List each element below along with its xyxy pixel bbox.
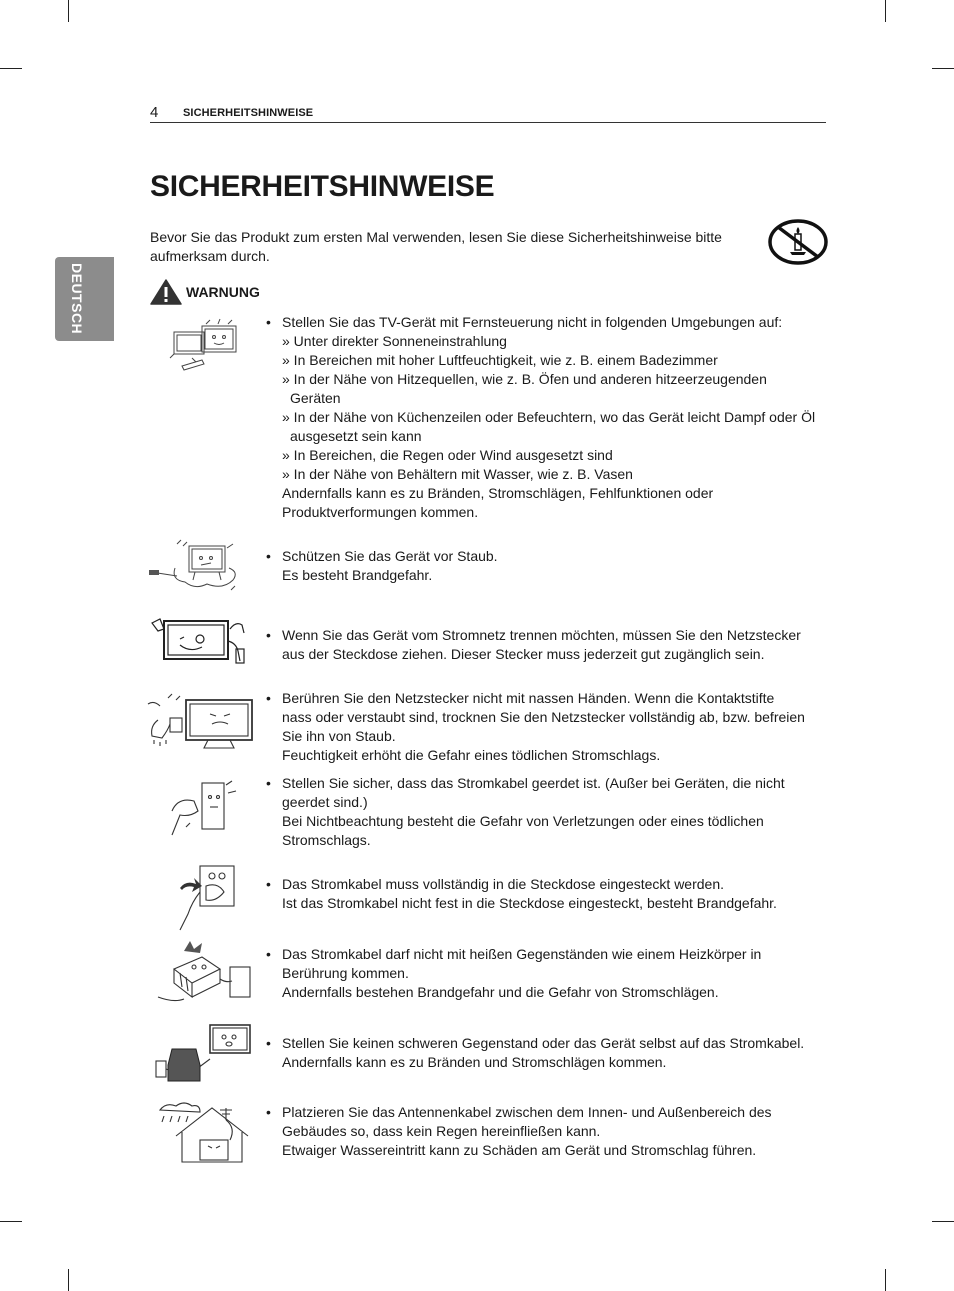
item-text: Andernfalls bestehen Brandgefahr und die Gefahr von Stromschlägen. <box>282 984 719 1000</box>
item-subpoint: Geräten <box>290 390 341 406</box>
dusty-tv-illustration <box>147 538 239 596</box>
item-text: Gebäudes so, dass kein Regen hereinfließen kann. <box>282 1123 601 1139</box>
item-subpoint: » In der Nähe von Hitzequellen, wie z. B. Öfen und anderen hitzeerzeugenden <box>282 371 767 387</box>
item-text: Stellen Sie das TV-Gerät mit Fernsteuerung nicht in folgenden Umgebungen auf: <box>282 314 783 330</box>
item-subpoint: » In der Nähe von Behältern mit Wasser, wie z. B. Vasen <box>282 466 633 482</box>
item-text: Bei Nichtbeachtung besteht die Gefahr von Verletzungen oder eines tödlichen <box>282 813 764 829</box>
crop-mark <box>932 1221 954 1222</box>
item-text: geerdet sind.) <box>282 794 368 810</box>
no-candle-icon <box>768 219 828 265</box>
page-title: SICHERHEITSHINWEISE <box>150 170 495 203</box>
heavy-object-cable-illustration <box>154 1019 254 1087</box>
bullet: • <box>266 876 271 892</box>
grounded-plug-illustration <box>166 777 240 841</box>
language-tab-label: DEUTSCH <box>69 263 85 335</box>
tv-sun-humidity-illustration <box>162 318 244 378</box>
crop-mark <box>932 68 954 69</box>
item-text: Platzieren Sie das Antennenkabel zwischen dem Innen- und Außenbereich des <box>282 1104 772 1120</box>
item-subpoint: » In der Nähe von Küchenzeilen oder Befeuchtern, wo das Gerät leicht Dampf oder Öl <box>282 409 816 425</box>
safety-item <box>266 774 826 850</box>
page-header <box>150 104 826 123</box>
item-subpoint: » Unter direkter Sonneneinstrahlung <box>282 333 507 349</box>
item-text: Stromschlags. <box>282 832 371 848</box>
hot-object-cable-illustration <box>154 939 254 1009</box>
safety-item <box>266 626 826 664</box>
page-number: 4 <box>150 104 159 121</box>
item-text: Wenn Sie das Gerät vom Stromnetz trennen möchten, müssen Sie den Netzstecker <box>282 627 801 643</box>
safety-item <box>266 875 826 913</box>
item-text: Es besteht Brandgefahr. <box>282 567 433 583</box>
warning-label: WARNUNG <box>186 284 260 300</box>
item-text: Sie ihn von Staub. <box>282 728 396 744</box>
crop-mark <box>885 0 886 22</box>
safety-item <box>266 547 826 585</box>
bullet: • <box>266 775 271 791</box>
item-text: Das Stromkabel muss vollständig in die Steckdose eingesteckt werden. <box>282 876 724 892</box>
bullet: • <box>266 548 271 564</box>
item-subpoint: ausgesetzt sein kann <box>290 428 422 444</box>
item-text: nass oder verstaubt sind, trocknen Sie den Netzstecker vollständig ab, bzw. befreien <box>282 709 805 725</box>
bullet: • <box>266 1035 271 1051</box>
bullet: • <box>266 627 271 643</box>
item-text: Stellen Sie keinen schweren Gegenstand oder das Gerät selbst auf das Stromkabel. <box>282 1035 805 1051</box>
item-text: Ist das Stromkabel nicht fest in die Steckdose eingesteckt, besteht Brandgefahr. <box>282 895 777 911</box>
crop-mark <box>0 1221 22 1222</box>
bullet: • <box>266 946 271 962</box>
warning-triangle-icon <box>150 279 182 305</box>
antenna-rain-house-illustration <box>156 1100 252 1166</box>
item-text: Berührung kommen. <box>282 965 409 981</box>
item-text: aus der Steckdose ziehen. Dieser Stecker muss jederzeit gut zugänglich sein. <box>282 646 765 662</box>
item-text: Stellen Sie sicher, dass das Stromkabel geerdet ist. (Außer bei Geräten, die nicht <box>282 775 785 791</box>
language-tab <box>55 257 114 341</box>
bullet: • <box>266 690 271 706</box>
intro-text: Bevor Sie das Produkt zum ersten Mal verwenden, lesen Sie diese Sicherheitshinweise bitte aufmerksam durch. <box>150 229 722 264</box>
crop-mark <box>68 1269 69 1291</box>
safety-item <box>266 313 826 522</box>
safety-item <box>266 689 826 765</box>
safety-item <box>266 1103 826 1160</box>
item-text: Andernfalls kann es zu Bränden, Stromschlägen, Fehlfunktionen oder <box>282 485 714 501</box>
bullet: • <box>266 1104 271 1120</box>
item-text: Andernfalls kann es zu Bränden und Stromschlägen kommen. <box>282 1054 667 1070</box>
safety-item <box>266 1034 826 1072</box>
wet-hands-plug-illustration <box>146 690 256 754</box>
safety-item <box>266 945 826 1002</box>
bullet: • <box>266 314 271 330</box>
item-subpoint: » In Bereichen mit hoher Luftfeuchtigkeit, wie z. B. einem Badezimmer <box>282 352 718 368</box>
crop-mark <box>885 1269 886 1291</box>
item-subpoint: » In Bereichen, die Regen oder Wind ausgesetzt sind <box>282 447 613 463</box>
plug-insert-illustration <box>170 862 240 932</box>
unplug-tv-illustration <box>150 617 254 671</box>
crop-mark <box>0 68 22 69</box>
item-text: Berühren Sie den Netzstecker nicht mit nassen Händen. Wenn die Kontaktstifte <box>282 690 775 706</box>
crop-mark <box>68 0 69 22</box>
running-title: SICHERHEITSHINWEISE <box>183 107 314 119</box>
item-text: Etwaiger Wassereintritt kann zu Schäden am Gerät und Stromschlag führen. <box>282 1142 757 1158</box>
item-text: Produktverformungen kommen. <box>282 504 479 520</box>
item-text: Schützen Sie das Gerät vor Staub. <box>282 548 498 564</box>
item-text: Feuchtigkeit erhöht die Gefahr eines tödlichen Stromschlags. <box>282 747 661 763</box>
item-text: Das Stromkabel darf nicht mit heißen Gegenständen wie einem Heizkörper in <box>282 946 762 962</box>
